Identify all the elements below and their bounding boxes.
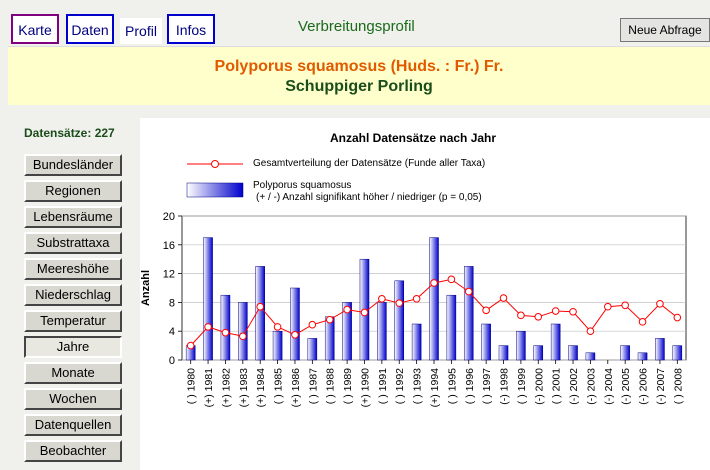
x-tick-label: ( ) 1989 <box>342 368 355 405</box>
tab-profil[interactable]: Profil <box>120 18 162 44</box>
x-tick-label: (-) 2000 <box>533 368 546 405</box>
tab-karte[interactable]: Karte <box>11 14 59 44</box>
nav-niederschlag[interactable]: Niederschlag <box>24 284 122 306</box>
y-tick-label: 20 <box>162 211 175 223</box>
bar-1985 <box>273 331 282 360</box>
bar-2008 <box>673 346 682 360</box>
x-tick-label: ( ) 1996 <box>463 368 476 405</box>
line-point <box>205 324 212 331</box>
line-point <box>674 314 681 321</box>
x-tick-label: (+) 1982 <box>220 368 233 408</box>
bar-2005 <box>621 346 630 360</box>
x-tick-label: ( ) 1985 <box>272 368 285 405</box>
species-banner <box>8 46 710 105</box>
x-tick-label: (-) 2004 <box>602 368 615 405</box>
nav-lebensraeume[interactable]: Lebensräume <box>24 206 122 228</box>
line-point <box>361 309 368 316</box>
line-point <box>309 321 316 328</box>
x-tick-label: ( ) 1999 <box>515 368 528 405</box>
line-point <box>448 276 455 283</box>
x-tick-label: ( ) 1993 <box>411 368 424 405</box>
x-tick-label: (+) 1994 <box>429 368 441 408</box>
x-tick-label: ( ) 1991 <box>376 368 389 405</box>
line-point <box>552 308 559 315</box>
new-query-button[interactable]: Neue Abfrage <box>620 18 710 42</box>
x-tick-label: (-) 2003 <box>585 368 598 405</box>
line-point <box>570 308 577 315</box>
bar-1996 <box>464 266 473 360</box>
bar-2000 <box>534 346 543 360</box>
x-tick-label: (+) 1984 <box>255 368 268 408</box>
x-tick-label: ( ) 1988 <box>324 368 337 405</box>
legend-bar-swatch <box>187 183 243 197</box>
line-point <box>518 312 525 319</box>
x-tick-label: (+) 1983 <box>237 368 250 408</box>
year-chart <box>140 118 710 470</box>
x-tick-label: (+) 1986 <box>289 368 302 408</box>
y-tick-label: 16 <box>162 239 175 252</box>
line-point <box>344 306 351 313</box>
legend-bar-note: (+ / -) Anzahl signifikant höher / niedriger (p = 0,05) <box>256 192 482 203</box>
bar-2007 <box>655 338 664 360</box>
nav-substrattaxa[interactable]: Substrattaxa <box>24 232 122 254</box>
x-tick-label: ( ) 2001 <box>550 368 563 405</box>
line-point <box>431 280 438 287</box>
x-tick-label: ( ) 1997 <box>481 368 494 405</box>
x-tick-label: (-) 2006 <box>637 368 650 405</box>
line-point <box>604 303 611 310</box>
line-point <box>326 316 333 323</box>
legend-bar-label <box>253 180 482 204</box>
line-point <box>622 302 629 309</box>
y-tick-label: 0 <box>168 355 175 367</box>
nav-regionen[interactable]: Regionen <box>24 180 122 202</box>
bar-2003 <box>586 353 595 360</box>
y-tick-label: 4 <box>168 326 175 339</box>
y-tick-label: 12 <box>162 268 175 281</box>
line-point <box>396 300 403 307</box>
x-tick-label: ( ) 1987 <box>307 368 320 405</box>
x-tick-label: (-) 2005 <box>620 368 633 405</box>
line-point <box>292 332 299 339</box>
tab-infos[interactable]: Infos <box>167 14 215 44</box>
nav-monate[interactable]: Monate <box>24 362 122 384</box>
bar-2002 <box>569 346 578 360</box>
view-title: Verbreitungsprofil <box>298 18 415 35</box>
x-tick-label: (-) 1998 <box>498 368 511 405</box>
nav-temperatur[interactable]: Temperatur <box>24 310 122 332</box>
nav-beobachter[interactable]: Beobachter <box>24 440 122 462</box>
legend-line-marker <box>187 161 243 168</box>
common-name: Schuppiger Porling <box>285 78 433 95</box>
bar-1986 <box>290 288 299 360</box>
line-point <box>639 319 646 326</box>
line-point <box>465 288 472 295</box>
bar-2001 <box>551 324 560 360</box>
bar-1995 <box>447 295 456 360</box>
bar-1998 <box>499 346 508 360</box>
x-tick-label: (-) 2007 <box>654 368 667 405</box>
line-point <box>222 329 229 336</box>
bar-1984 <box>256 266 265 360</box>
chart-title: Anzahl Datensätze nach Jahr <box>330 131 497 145</box>
line-point <box>535 314 542 321</box>
nav-jahre[interactable]: Jahre <box>24 336 122 358</box>
line-point <box>240 333 247 340</box>
line-point <box>274 324 281 331</box>
x-tick-label: ( ) 1992 <box>394 368 407 405</box>
legend-bar-name: Polyporus squamosus <box>253 180 352 191</box>
line-point <box>413 296 420 303</box>
x-tick-label: (+) 1990 <box>359 368 372 408</box>
line-point <box>257 303 264 310</box>
line-point <box>483 307 490 314</box>
tab-daten[interactable]: Daten <box>66 14 114 44</box>
bar-1994 <box>429 238 438 360</box>
line-point <box>187 342 194 349</box>
bar-1982 <box>221 295 230 360</box>
x-tick-label: ( ) 1995 <box>446 368 459 405</box>
chart-panel <box>140 118 710 470</box>
bar-1992 <box>395 281 404 360</box>
bar-1997 <box>482 324 491 360</box>
x-tick-label: (-) 2002 <box>568 368 581 405</box>
nav-meereshoehe[interactable]: Meereshöhe <box>24 258 122 280</box>
nav-wochen[interactable]: Wochen <box>24 388 122 410</box>
bar-2006 <box>638 353 647 360</box>
y-axis-label: Anzahl <box>140 269 152 307</box>
x-tick-label: (+) 1981 <box>203 368 216 408</box>
line-point <box>379 296 386 303</box>
bar-1987 <box>308 338 317 360</box>
legend-line-label: Gesamtverteilung der Datensätze (Funde aller Taxa) <box>253 158 486 169</box>
bar-1991 <box>377 302 386 360</box>
records-count: Datensätze: 227 <box>24 126 115 140</box>
nav-datenquellen[interactable]: Datenquellen <box>24 414 122 436</box>
x-tick-label: ( ) 1980 <box>185 368 198 405</box>
bar-1999 <box>516 331 525 360</box>
line-point <box>657 301 664 308</box>
bar-1993 <box>412 324 421 360</box>
bar-1981 <box>204 238 213 360</box>
line-point <box>587 328 594 335</box>
line-point <box>500 295 507 302</box>
y-tick-label: 8 <box>168 297 175 310</box>
nav-bundeslaender[interactable]: Bundesländer <box>24 154 122 176</box>
scientific-name: Polyporus squamosus (Huds. : Fr.) Fr. <box>214 58 504 75</box>
x-tick-label: ( ) 2008 <box>672 368 685 405</box>
